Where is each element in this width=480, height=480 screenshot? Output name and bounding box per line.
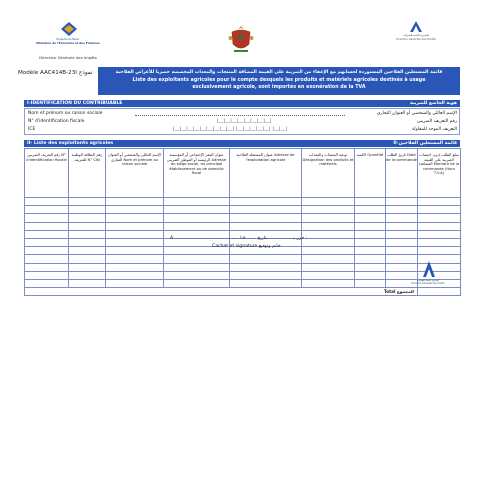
table-cell[interactable] <box>302 206 355 214</box>
table-row <box>25 263 461 271</box>
model-number: Modèle AAC414B-23I نموذج <box>18 70 93 76</box>
table-cell[interactable] <box>25 230 69 238</box>
table-row <box>25 214 461 222</box>
table-cell[interactable] <box>418 247 461 255</box>
table-cell[interactable] <box>25 206 69 214</box>
table-cell[interactable] <box>25 238 69 246</box>
table-cell[interactable] <box>25 247 69 255</box>
ice-label-ar: التعريف الموحد للمقاولة <box>411 127 457 132</box>
table-cell[interactable] <box>230 255 302 263</box>
table-cell[interactable] <box>302 222 355 230</box>
table-cell[interactable] <box>69 238 106 246</box>
table-cell[interactable] <box>106 279 164 287</box>
table-cell[interactable] <box>25 214 69 222</box>
table-cell[interactable] <box>106 271 164 279</box>
ice-label-fr: ICE <box>28 127 36 132</box>
table-cell[interactable] <box>25 263 69 271</box>
dgi-label: Direction Générale des Impôts <box>39 55 97 60</box>
table-cell[interactable] <box>69 206 106 214</box>
identification-box <box>24 108 460 135</box>
table-cell[interactable] <box>164 271 230 279</box>
table-row <box>25 222 461 230</box>
signature-label: Cachet et signature خاتم وتوقيع <box>212 244 281 249</box>
table-cell[interactable] <box>164 263 230 271</box>
col-date: تاريخ الطلب Date de la commande <box>386 149 418 198</box>
table-cell[interactable] <box>164 279 230 287</box>
table-header-row <box>25 149 461 198</box>
table-cell[interactable] <box>355 263 386 271</box>
form-title-ar: قائمة المستغلين الفلاحين المستوردة لحسابهم مع الإعفاء من الضريبة على القيمة المضافة المنتجات والمعدات المخصصة حصريا للأغراض الفلاحية <box>115 70 443 75</box>
section-identification-ar: هوية الخاضع للضريبة <box>409 100 457 106</box>
table-cell[interactable] <box>69 222 106 230</box>
table-cell[interactable] <box>302 263 355 271</box>
section-identification-header <box>24 100 460 107</box>
col-if: رقم التعريف الضريبي N° d'identification fiscale <box>25 149 69 198</box>
table-cell[interactable] <box>164 198 230 206</box>
form-title-box <box>98 67 460 95</box>
section-identification-fr: I-IDENTIFICATION DU CONTRIBUABLE <box>27 100 123 106</box>
col-name: الإسم العائلي والشخصي أو العنوان التجاري Nom et prénom ou raison sociale <box>106 149 164 198</box>
form-title-fr-2: exclusivement agricole, sont importés en exonération de la TVA <box>192 85 366 90</box>
total-row <box>25 288 461 296</box>
section-list-fr: II- Liste des exploitants agricoles <box>27 140 114 146</box>
table-cell[interactable] <box>25 198 69 206</box>
table-cell[interactable] <box>302 271 355 279</box>
dgi-logo-bottom-line1: المديرية العامة للضرائب <box>417 279 439 282</box>
table-cell[interactable] <box>25 255 69 263</box>
dgi-logo-icon <box>408 20 424 33</box>
ministry-logo-icon <box>61 22 77 36</box>
table-cell[interactable] <box>106 263 164 271</box>
ministry-logo <box>18 14 118 54</box>
total-label: Total المجموع <box>25 288 418 296</box>
table-cell[interactable] <box>230 279 302 287</box>
table-row <box>25 206 461 214</box>
table-cell[interactable] <box>106 255 164 263</box>
table-cell[interactable] <box>355 198 386 206</box>
table-cell[interactable] <box>230 198 302 206</box>
table-cell[interactable] <box>106 238 164 246</box>
table-cell[interactable] <box>164 206 230 214</box>
dgi-logo <box>376 18 456 58</box>
table-cell[interactable] <box>386 222 418 230</box>
table-cell[interactable] <box>386 214 418 222</box>
col-quantity: الكمية Quantité <box>355 149 386 198</box>
col-siege: عنوان المقر الإجتماعي أو المؤسسة الرئيسية أو الموطن الضريبي Adresse du siège social, du principal établissement ou de domicile fiscal <box>164 149 230 198</box>
table-cell[interactable] <box>302 247 355 255</box>
name-label-ar: الإسم العائلي والشخصي أو العنوان التجاري <box>376 111 457 116</box>
form-title-fr-1: Liste des exploitants agricoles pour le compte desquels les produits et matériels agricoles destinés à usage <box>132 78 426 83</box>
col-exploitation: عنوان المستغلة الفلاحية Adresse de l'exploitation agricole <box>230 149 302 198</box>
table-cell[interactable] <box>69 255 106 263</box>
dgi-logo-bottom <box>408 258 448 294</box>
table-cell[interactable] <box>355 255 386 263</box>
table-cell[interactable] <box>106 206 164 214</box>
if-field[interactable]: |__|__|__|__|__|__|__|__| <box>217 119 272 124</box>
ministry-logo-line2: Ministère de l'Economie et des Finances <box>36 41 100 45</box>
royal-emblem-icon <box>228 24 254 54</box>
table-cell[interactable] <box>302 238 355 246</box>
table-cell[interactable] <box>302 255 355 263</box>
table-cell[interactable] <box>355 222 386 230</box>
table-row <box>25 271 461 279</box>
table-cell[interactable] <box>355 230 386 238</box>
name-label-fr: Nom et prénom ou raison sociale <box>28 111 103 116</box>
dgi-logo-bottom-line2: Direction Générale des Impôts <box>411 282 445 285</box>
table-cell[interactable] <box>164 214 230 222</box>
table-cell[interactable] <box>302 230 355 238</box>
table-cell[interactable] <box>69 263 106 271</box>
table-cell[interactable] <box>355 214 386 222</box>
table-cell[interactable] <box>25 271 69 279</box>
table-cell[interactable] <box>106 230 164 238</box>
table-cell[interactable] <box>230 214 302 222</box>
table-cell[interactable] <box>386 247 418 255</box>
ice-field[interactable]: |__|__|__|__|__|__|__|__|__| |__|__|__|__|__| |__|__| <box>173 127 288 132</box>
col-designation: نوعية المنتجات والمعدات Désignation des produits et matériels <box>302 149 355 198</box>
table-cell[interactable] <box>386 198 418 206</box>
table-cell[interactable] <box>418 198 461 206</box>
table-cell[interactable] <box>418 214 461 222</box>
table-cell[interactable] <box>230 206 302 214</box>
table-cell[interactable] <box>69 271 106 279</box>
table-cell[interactable] <box>230 271 302 279</box>
table-cell[interactable] <box>418 222 461 230</box>
id-row-name <box>25 110 461 118</box>
table-cell[interactable] <box>386 206 418 214</box>
section-list-header <box>24 140 460 147</box>
table-cell[interactable] <box>25 279 69 287</box>
table-row <box>25 198 461 206</box>
table-row <box>25 255 461 263</box>
table-cell[interactable] <box>386 230 418 238</box>
col-cin: رقم البطاقة الوطنية للتعريف N° CIN <box>69 149 106 198</box>
ministry-logo-line1: Royaume du Maroc <box>56 38 80 41</box>
section-list-ar: II-قائمة المستغلين الفلاحين <box>393 140 457 146</box>
table-cell[interactable] <box>230 263 302 271</box>
table-cell[interactable] <box>418 206 461 214</box>
col-amount: مبلغ الطلب (دون احتساب الضريبة على القيمة المضافة) Montant de la commande (Hors T.V.A) <box>418 149 461 198</box>
table-cell[interactable] <box>106 222 164 230</box>
table-cell[interactable] <box>355 238 386 246</box>
name-field[interactable] <box>135 115 345 116</box>
table-cell[interactable] <box>302 279 355 287</box>
dgi-logo-bottom-icon <box>421 260 437 278</box>
table-cell[interactable] <box>355 206 386 214</box>
if-label-fr: N° d'identification fiscale <box>28 119 85 124</box>
table-cell[interactable] <box>106 247 164 255</box>
table-cell[interactable] <box>106 214 164 222</box>
table-cell[interactable] <box>386 238 418 246</box>
table-cell[interactable] <box>25 222 69 230</box>
table-cell[interactable] <box>69 198 106 206</box>
table-cell[interactable] <box>230 222 302 230</box>
table-cell[interactable] <box>164 255 230 263</box>
table-cell[interactable] <box>302 198 355 206</box>
if-label-ar: رقم التعريف الضريبي <box>416 119 457 124</box>
date-place-line[interactable]: A............................................. Le ...... حرر بـ ............... بتاريخ : <box>170 236 308 241</box>
id-row-ice <box>25 126 461 134</box>
id-row-if <box>25 118 461 126</box>
dgi-logo-line1: المديرية العامة للضرائب <box>403 34 429 37</box>
table-cell[interactable] <box>106 198 164 206</box>
table-cell[interactable] <box>164 222 230 230</box>
table-cell[interactable] <box>418 230 461 238</box>
table-cell[interactable] <box>69 247 106 255</box>
table-cell[interactable] <box>355 279 386 287</box>
table-cell[interactable] <box>418 238 461 246</box>
table-cell[interactable] <box>355 247 386 255</box>
table-cell[interactable] <box>69 230 106 238</box>
table-cell[interactable] <box>69 279 106 287</box>
table-cell[interactable] <box>355 271 386 279</box>
table-row <box>25 279 461 287</box>
exploitants-table <box>24 148 461 296</box>
dgi-logo-line2: Direction Générale des Impôts <box>396 38 436 41</box>
table-cell[interactable] <box>69 214 106 222</box>
table-cell[interactable] <box>302 214 355 222</box>
